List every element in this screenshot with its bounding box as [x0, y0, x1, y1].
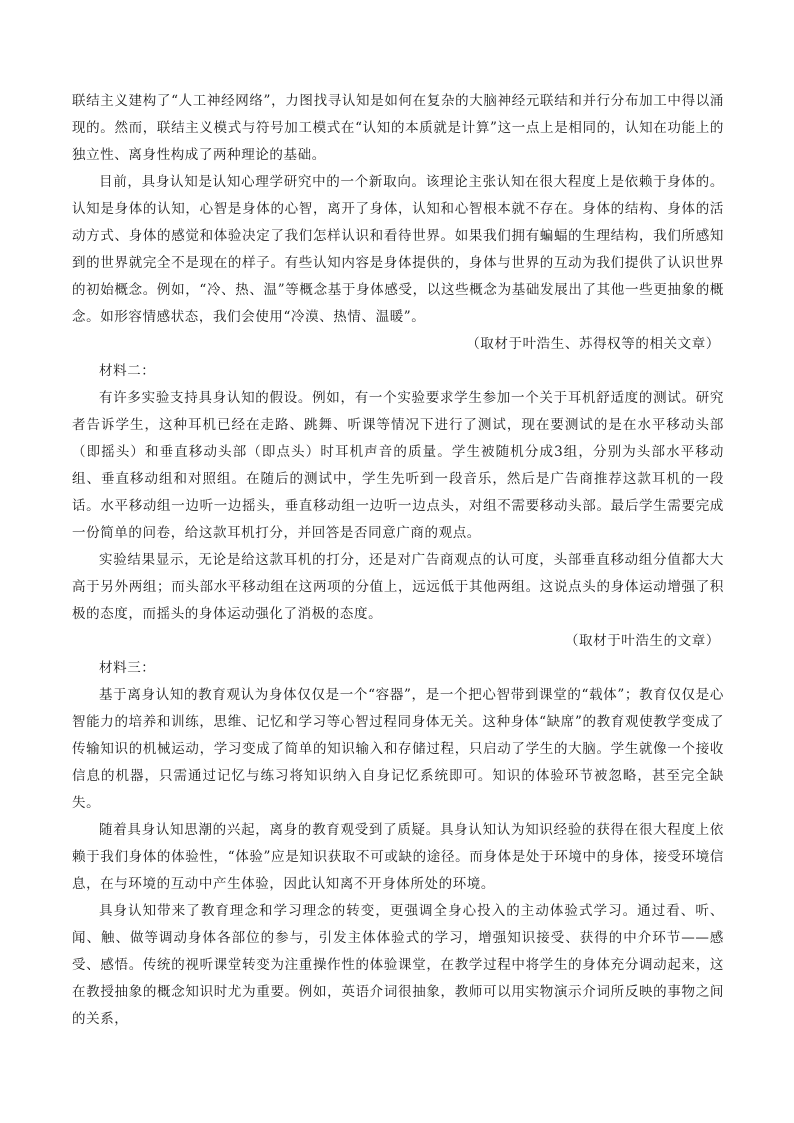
document-page	[72, 88, 724, 1033]
source-note-2: （取材于叶浩生的文章）	[564, 633, 720, 649]
section-heading-material-2: 材料二：	[99, 363, 156, 379]
paragraph-experiment: 有许多实验支持具身认知的假设。例如，有一个实验要求学生参加一个关于耳机舒适度的测试。研究者告诉学生，这种耳机已经在走路、跳舞、听课等情况下进行了测试，现在要测试的是在水平移动头部（即摇头）和垂直移动头部（即点头）时耳机声音的质量。学生被随机分成3组，分别为头部水平移动组、垂直移动组和对照组。在随后的测试中，学生先听到一段音乐，然后是广告商推荐这款耳机的一段话。水平移动组一边听一边摇头，垂直移动组一边听一边点头，对组不需要移动头部。最后学生需要完成一份简单的问卷，给这款耳机打分，并回答是否同意广商的观点。	[72, 390, 724, 541]
paragraph-experiment-result: 实验结果显示，无论是给这款耳机的打分，还是对广告商观点的认可度，头部垂直移动组分值都大大高于另外两组；而头部水平移动组在这两项的分值上，远远低于其他两组。这说点头的身体运动增强了积极的态度，而摇头的身体运动强化了消极的态度。	[72, 552, 724, 622]
paragraph-embodied-rise: 随着具身认知思潮的兴起，离身的教育观受到了质疑。具身认知认为知识经验的获得在很大程度上依赖于我们身体的体验性，“体验”应是知识获取不可或缺的途径。而身体是处于环境中的身体，接受环境信息，在与环境的互动中产生体验，因此认知离不开身体所处的环境。	[72, 822, 724, 892]
section-heading-material-3: 材料三：	[99, 660, 156, 676]
paragraph-embodied-learning: 具身认知带来了教育理念和学习理念的转变，更强调全身心投入的主动体验式学习。通过看、听、闻、触、做等调动身体各部位的参与，引发主体体验式的学习，增强知识接受、获得的中介环节——感受、感悟。传统的视听课堂转变为注重操作性的体验课堂，在教学过程中将学生的身体充分调动起来，这在教授抽象的概念知识时尤为重要。例如，英语介词很抽象，教师可以用实物演示介词所反映的事物之间的关系，	[72, 903, 724, 1027]
paragraph-embodied-cognition: 目前，具身认知是认知心理学研究中的一个新取向。该理论主张认知在很大程度上是依赖于身体的。认知是身体的认知，心智是身体的心智，离开了身体，认知和心智根本就不存在。身体的结构、身体的活动方式、身体的感觉和体验决定了我们怎样认识和看待世界。如果我们拥有蝙蝠的生理结构，我们所感知到的世界就完全不是现在的样子。有些认知内容是身体提供的，身体与世界的互动为我们提供了认识世界的初始概念。例如，“冷、热、温”等概念基于身体感受，以这些概念为基础发展出了其他一些更抽象的概念。如形容情感状态，我们会使用“冷漠、热情、温暖”。	[72, 174, 724, 325]
paragraph-disembodied-education: 基于离身认知的教育观认为身体仅仅是一个“容器”，是一个把心智带到课堂的“载体”；教育仅仅是心智能力的培养和训练，思维、记忆和学习等心智过程同身体无关。这种身体“缺席”的教育观使教学变成了传输知识的机械运动，学习变成了简单的知识输入和存储过程，只启动了学生的大脑。学生就像一个接收信息的机器，只需通过记忆与练习将知识纳入自身记忆系统即可。知识的体验环节被忽略，甚至完全缺失。	[72, 687, 724, 811]
source-note-1: （取材于叶浩生、苏得权等的相关文章）	[466, 336, 720, 352]
paragraph-connectionism: 联结主义建构了“人工神经网络”，力图找寻认知是如何在复杂的大脑神经元联结和并行分布加工中得以涌现的。然而，联结主义模式与符号加工模式在“认知的本质就是计算”这一点上是相同的，认知在功能上的独立性、离身性构成了两种理论的基础。	[72, 93, 724, 163]
